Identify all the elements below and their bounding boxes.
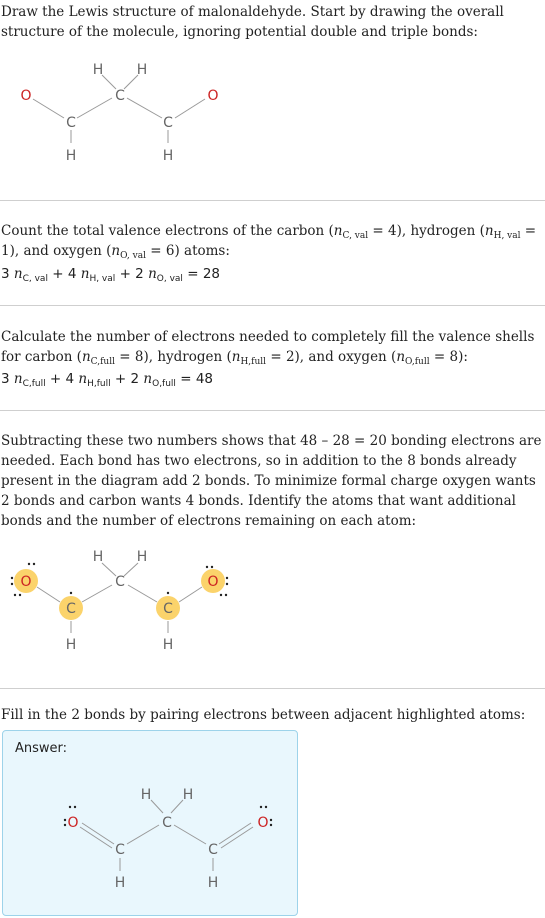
step2-text: Count the total valence electrons of the carbon $(n_{C, val} = 4)$, hydrogen $(n_{H, val} = 1)$, and oxygen $(n_{O, val} = 6)$ atoms:: [1, 223, 537, 261]
hydrogen-atom: H: [65, 637, 77, 653]
carbon-atom: C: [208, 842, 218, 858]
carbon-atom: C: [115, 574, 125, 590]
hydrogen-atom: H: [136, 62, 148, 78]
hydrogen-atom: H: [140, 787, 152, 803]
hydrogen-atom: H: [92, 549, 104, 565]
carbon-atom: C: [162, 815, 172, 831]
full-shell-equation: 3 $n_{C,full} + 4$ $n_{H,full} + 2$ $n_{O,full} = 48$: [1, 371, 214, 389]
oxygen-atom: O: [20, 88, 32, 104]
valence-equation: 3 $n_{C, val} + 4$ $n_{H, val} + 2$ $n_{O, val} = 28$: [1, 266, 220, 284]
molecule-highlighted: [0, 543, 260, 658]
carbon-atom: C: [163, 601, 173, 617]
divider: [0, 410, 545, 411]
divider: [0, 688, 545, 689]
step1-text: Draw the Lewis structure of malonaldehyde. Start by drawing the overall structure of the molecule, ignoring potential double and triple bonds:: [1, 4, 504, 40]
divider: [0, 200, 545, 201]
oxygen-atom: O: [20, 574, 32, 590]
step3-text: Calculate the number of electrons needed to completely fill the valence shells for carbon $(n_{C,full} = 8)$, hydrogen $(n_{H,full} = 2)$, and oxygen $(n_{O,full} = 8)$:: [1, 329, 535, 367]
carbon-atom: C: [163, 115, 173, 131]
molecule-answer: [43, 781, 283, 901]
carbon-atom: C: [66, 115, 76, 131]
divider: [0, 305, 545, 306]
hydrogen-atom: H: [92, 62, 104, 78]
carbon-atom: C: [115, 842, 125, 858]
oxygen-atom: O: [257, 815, 269, 831]
carbon-atom: C: [66, 601, 76, 617]
hydrogen-atom: H: [136, 549, 148, 565]
hydrogen-atom: H: [65, 148, 77, 164]
hydrogen-atom: H: [162, 148, 174, 164]
oxygen-atom: O: [67, 815, 79, 831]
hydrogen-atom: H: [114, 875, 126, 891]
hydrogen-atom: H: [162, 637, 174, 653]
oxygen-atom: O: [207, 88, 219, 104]
answer-label: Answer:: [15, 741, 68, 756]
carbon-atom: C: [115, 88, 125, 104]
molecule-skeleton: [0, 55, 260, 175]
hydrogen-atom: H: [207, 875, 219, 891]
hydrogen-atom: H: [182, 787, 194, 803]
oxygen-atom: O: [207, 574, 219, 590]
step4-text: Subtracting these two numbers shows that 48 – 28 = 20 bonding electrons are needed. Each bond has two electrons, so in addition to the 8 bonds already present in the diagram add 2 bonds. To minimize formal charge oxygen wants 2 bonds and carbon wants 4 bonds. Identify the atoms that want additional bonds and the number of electrons remaining on each atom:: [1, 433, 542, 529]
answer-box: [2, 730, 298, 916]
step5-text: Fill in the 2 bonds by pairing electrons between adjacent highlighted atoms:: [1, 707, 526, 723]
